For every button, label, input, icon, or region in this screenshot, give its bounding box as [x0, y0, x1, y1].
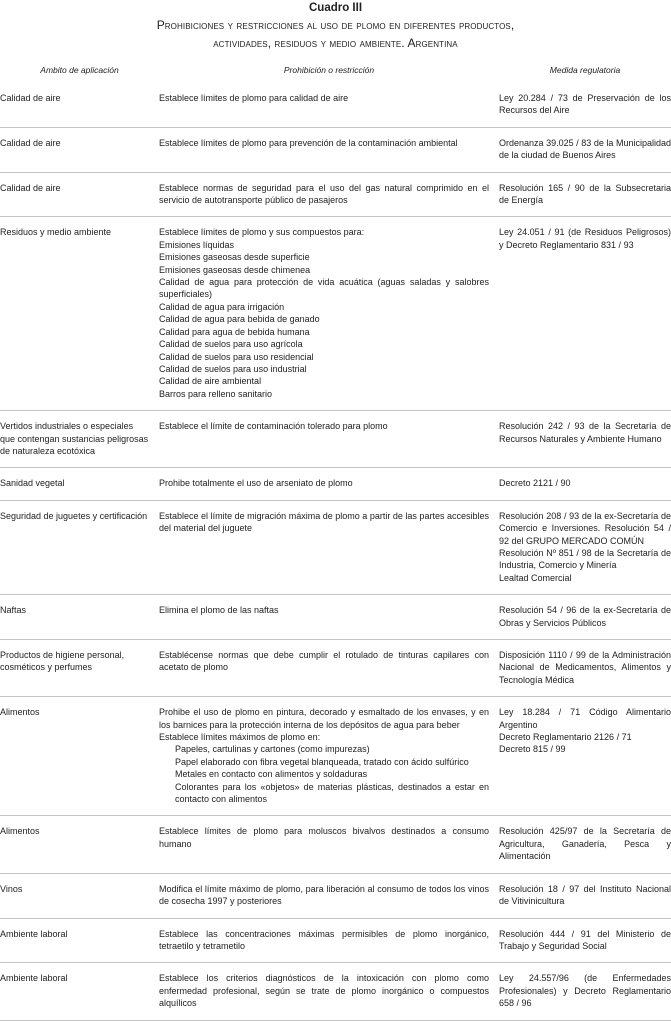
measure-text: Resolución 444 / 91 del Ministerio de Trabajo y Seguridad Social: [499, 928, 671, 951]
cell-restriction: [159, 172, 499, 217]
table-row: [0, 500, 671, 594]
measure-text: Decreto Reglamentario 2126 / 71: [499, 732, 632, 743]
table-row: [0, 873, 671, 918]
restriction-text: Calidad de agua para bebida de ganado: [159, 314, 320, 325]
cell-scope: Ambiente laboral: [0, 918, 159, 963]
restriction-text: Establece las concentraciones máximas permisibles de plomo inorgánico, tetraetilo y tetrametilo: [159, 928, 489, 951]
restriction-text: Emisiones gaseosas desde superficie: [159, 252, 310, 263]
table-row: [0, 468, 671, 500]
restriction-subitem: Metales en contacto con alimentos y soldaduras: [175, 769, 368, 780]
measure-text: Resolución 54 / 96 de la ex-Secretaría de Obras y Servicios Públicos: [499, 605, 671, 628]
restriction-text: Calidad de suelos para uso agrícola: [159, 339, 303, 350]
cell-scope: Seguridad de juguetes y certificación: [0, 500, 159, 594]
cell-restriction: [159, 595, 499, 640]
table-row: [0, 816, 671, 873]
restriction-text: Modifica el límite máximo de plomo, para liberación al consumo de todos los vinos de cosecha 1997 y posteriores: [159, 883, 489, 907]
table-caption: [0, 0, 671, 52]
table-row: [0, 963, 671, 1020]
measure-text: Ley 24.557/96 (de Enfermedades Profesionales) y Decreto Reglamentario 658 / 96: [499, 973, 671, 1009]
restriction-text: Establece límites máximos de plomo en:: [159, 732, 321, 743]
table-row: [0, 172, 671, 217]
restriction-text: Establece límites de plomo para prevención de la contaminación ambiental: [159, 137, 458, 148]
table-row: [0, 127, 671, 172]
table-row: [0, 640, 671, 697]
cell-scope: Productos de higiene personal, cosméticos y perfumes: [0, 640, 159, 697]
restriction-subitem: Papel elaborado con fibra vegetal blanqueada, tratado con ácido sulfúrico: [175, 756, 469, 767]
table-title-line-2: actividades, residuos y medio ambiente. Argentina: [213, 36, 458, 50]
header-row: [0, 65, 671, 83]
cell-measure: [499, 500, 671, 594]
cell-measure: [499, 963, 671, 1020]
cell-measure: [499, 468, 671, 500]
regulations-table: [0, 65, 671, 1021]
cell-measure: [499, 697, 671, 816]
restriction-text: Establece límites de plomo para calidad de aire: [159, 93, 349, 103]
restriction-text: Elimina el plomo de las naftas: [159, 605, 279, 616]
cell-restriction: [159, 873, 499, 918]
cell-measure: [499, 83, 671, 127]
cell-restriction: [159, 83, 499, 127]
measure-text: Decreto 815 / 99: [499, 744, 566, 755]
restriction-text: Emisiones líquidas: [159, 239, 235, 250]
restriction-text: Calidad para agua de bebida humana: [159, 326, 310, 337]
measure-text: Lealtad Comercial: [499, 572, 572, 583]
cell-restriction: [159, 816, 499, 873]
header-scope: Ambito de aplicación: [40, 65, 119, 75]
restriction-text: Establece normas de seguridad para el uso del gas natural comprimido en el servicio de autotransporte público de pasajeros: [159, 182, 489, 206]
measure-text: Ordenanza 39.025 / 83 de la Municipalidad de la ciudad de Buenos Aires: [499, 137, 671, 161]
cell-measure: [499, 640, 671, 697]
restriction-text: Calidad de agua para irrigación: [159, 301, 285, 312]
table-row: [0, 918, 671, 963]
restriction-text: Calidad de aire ambiental: [159, 376, 262, 387]
cell-scope: Vinos: [0, 873, 159, 918]
measure-text: Resolución 425/97 de la Secretaría de Agricultura, Ganadería, Pesca y Alimentación: [499, 826, 671, 862]
restriction-text: Establécense normas que debe cumplir el rotulado de tinturas capilares con acetato de plomo: [159, 650, 489, 673]
restriction-text: Calidad de suelos para uso residencial: [159, 351, 314, 362]
cell-restriction: [159, 500, 499, 594]
cell-measure: [499, 595, 671, 640]
cell-scope: Residuos y medio ambiente: [0, 217, 159, 411]
table-title-line-1: Prohibiciones y restricciones al uso de plomo en diferentes productos,: [156, 18, 515, 32]
cell-scope: Alimentos: [0, 816, 159, 873]
measure-text: Resolución 18 / 97 del Instituto Nacional de Vitivinicultura: [499, 883, 671, 907]
header-measure: Medida regulatoria: [549, 65, 621, 75]
cell-scope: Ambiente laboral: [0, 963, 159, 1020]
cell-restriction: [159, 217, 499, 411]
cell-measure: [499, 172, 671, 217]
restriction-text: Calidad de agua para protección de vida acuática (aguas saladas y salobres superficiales): [159, 277, 489, 300]
cell-measure: [499, 411, 671, 468]
measure-text: Disposición 1110 / 99 de la Administración Nacional de Medicamentos, Alimentos y Tecnología Médica: [499, 650, 671, 685]
measure-text: Decreto 2121 / 90: [499, 478, 571, 489]
table-row: [0, 595, 671, 640]
cell-restriction: [159, 411, 499, 468]
cell-scope: Calidad de aire: [0, 172, 159, 217]
cell-scope: Calidad de aire: [0, 127, 159, 172]
header-restriction: Prohibición o restricción: [283, 65, 375, 75]
table-row: [0, 217, 671, 411]
measure-text: Resolución 165 / 90 de la Subsecretaria de Energía: [499, 182, 671, 206]
cell-restriction: [159, 468, 499, 500]
restriction-subitem: Colorantes para los «objetos» de materias plásticas, destinados a estar en contacto con alimentos: [175, 781, 489, 805]
measure-text: Ley 18.284 / 71 Código Alimentario Argentino: [499, 707, 671, 730]
restriction-text: Calidad de suelos para uso industrial: [159, 363, 307, 374]
table-row: [0, 697, 671, 816]
cell-scope: Calidad de aire: [0, 83, 159, 127]
cell-measure: [499, 816, 671, 873]
restriction-text: Establece el límite de contaminación tolerado para plomo: [159, 421, 388, 432]
cell-measure: [499, 127, 671, 172]
restriction-subitem: Papeles, cartulinas y cartones (como impurezas): [175, 744, 370, 755]
measure-text: Resolución Nº 851 / 98 de la Secretaría de Industria, Comercio y Minería: [499, 547, 671, 571]
measure-text: Ley 20.284 / 73 de Preservación de los Recursos del Aire: [499, 93, 671, 116]
restriction-text: Establece el límite de migración máxima de plomo a partir de las partes accesibles del material del juguete: [159, 510, 489, 534]
cell-measure: [499, 918, 671, 963]
measure-text: Resolución 208 / 93 de la ex-Secretaría de Comercio e Inversiones. Resolución 54 / 92 del GRUPO MERCADO COMÚN: [499, 510, 671, 546]
measure-text: Ley 24.051 / 91 (de Residuos Peligrosos) y Decreto Reglamentario 831 / 93: [499, 227, 671, 250]
restriction-text: Prohibe el uso de plomo en pintura, decorado y esmaltado de los envases, y en los barnices para la protección interna de los depósitos de agua para beber: [159, 707, 489, 730]
cell-restriction: [159, 127, 499, 172]
restriction-text: Establece los criterios diagnósticos de la intoxicación con plomo como enfermedad profesional, según se trate de plomo inorgánico o compuestos alquílicos: [159, 973, 489, 1009]
cell-scope: Alimentos: [0, 697, 159, 816]
cell-measure: [499, 217, 671, 411]
restriction-text: Establece límites de plomo y sus compuestos para:: [159, 227, 365, 238]
restriction-text: Emisiones gaseosas desde chimenea: [159, 264, 311, 275]
cell-scope: Vertidos industriales o especiales que contengan sustancias peligrosas de naturaleza ecotóxica: [0, 411, 159, 468]
measure-text: Resolución 242 / 93 de la Secretaría de Recursos Naturales y Ambiente Humano: [499, 421, 671, 444]
cell-restriction: [159, 963, 499, 1020]
cell-restriction: [159, 640, 499, 697]
cell-measure: [499, 873, 671, 918]
table-number: Cuadro III: [308, 2, 363, 14]
cell-scope: Naftas: [0, 595, 159, 640]
cell-scope: Sanidad vegetal: [0, 468, 159, 500]
restriction-text: Barros para relleno sanitario: [159, 388, 273, 399]
cell-restriction: [159, 697, 499, 816]
restriction-text: Establece límites de plomo para moluscos bivalvos destinados a consumo humano: [159, 826, 489, 849]
cell-restriction: [159, 918, 499, 963]
restriction-text: Prohibe totalmente el uso de arseniato de plomo: [159, 478, 353, 489]
table-body: [0, 83, 671, 1020]
table-row: [0, 411, 671, 468]
table-row: [0, 83, 671, 127]
